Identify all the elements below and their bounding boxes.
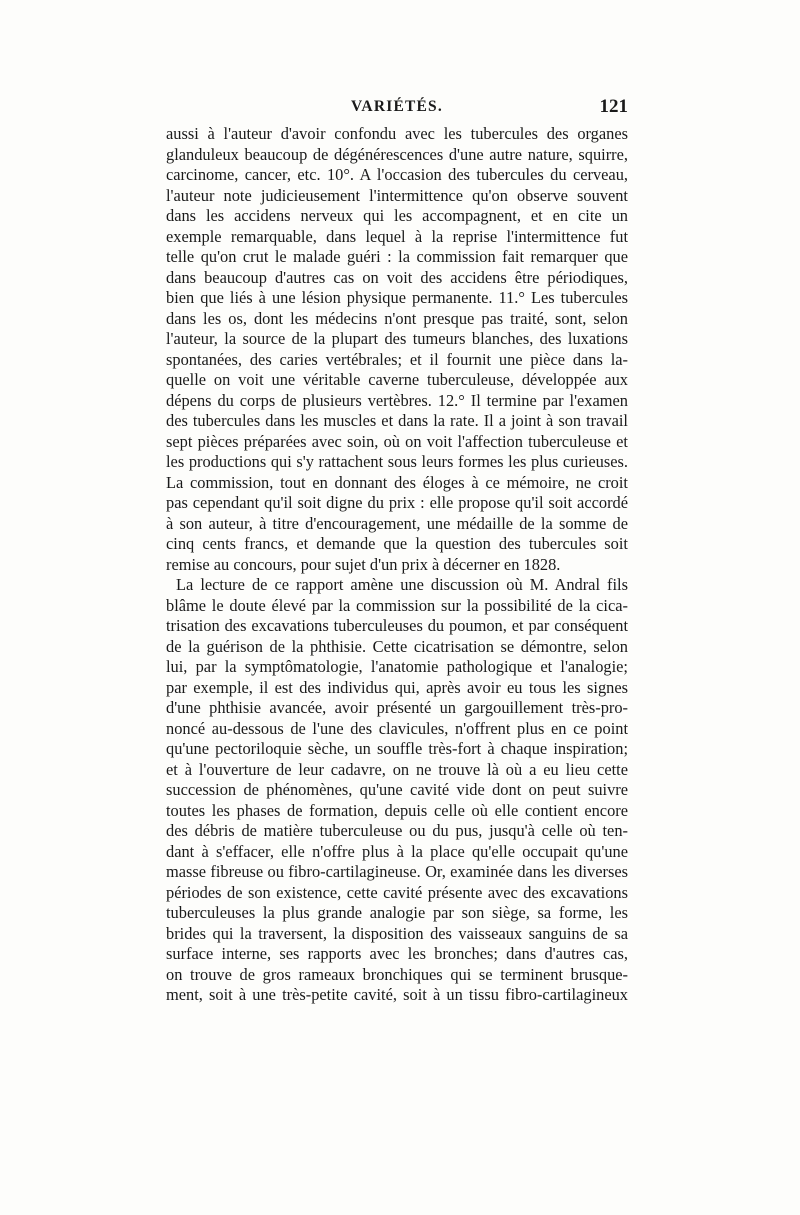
text-line: trisation des excavations tuberculeuses du poumon, et par conséquent bbox=[166, 616, 628, 635]
text-line: ment, soit à une très-petite cavité, soit à un tissu fibro-cartilagineux bbox=[166, 985, 628, 1004]
page-number: 121 bbox=[599, 96, 628, 117]
text-line: La commission, tout en donnant des éloges à ce mémoire, ne croit bbox=[166, 472, 628, 492]
text-line: exemple remarquable, dans lequel à la reprise l'intermittence fut bbox=[166, 226, 628, 246]
text-line: l'auteur note judicieusement l'intermittence qu'on observe souvent bbox=[166, 185, 628, 205]
text-line: qu'une pectoriloquie sèche, un souffle très-fort à chaque inspiration; bbox=[166, 739, 628, 758]
text-line: noncé au-dessous de l'une des clavicules, n'offrent plus en ce point bbox=[166, 718, 628, 738]
text-line: à son auteur, à titre d'encouragement, une médaille de la somme de bbox=[166, 513, 628, 533]
text-line: masse fibreuse ou fibro-cartilagineuse. Or, examinée dans les diverses bbox=[166, 862, 628, 881]
text-line: glanduleux beaucoup de dégénérescences d'une autre nature, squirre, bbox=[166, 144, 628, 164]
running-head: VARIÉTÉS. bbox=[351, 98, 443, 115]
text-line: tuberculeuses la plus grande analogie par son siège, sa forme, les bbox=[166, 903, 628, 922]
text-line: quelle on voit une véritable caverne tuberculeuse, développée aux bbox=[166, 370, 628, 389]
text-line: de la guérison de la phthisie. Cette cicatrisation se démontre, selon bbox=[166, 636, 628, 656]
text-line: dans les os, dont les médecins n'ont presque pas traité, sont, selon bbox=[166, 308, 628, 328]
paragraph bbox=[166, 575, 628, 1006]
page-header bbox=[166, 98, 628, 122]
text-line: blâme le doute élevé par la commission sur la possibilité de la cica- bbox=[166, 595, 628, 615]
text-line: carcinome, cancer, etc. 10°. A l'occasion des tubercules du cerveau, bbox=[166, 165, 628, 184]
text-line: dans beaucoup d'autres cas on voit des accidens être périodiques, bbox=[166, 267, 628, 287]
text-line: l'auteur, la source de la plupart des tumeurs blanches, des luxations bbox=[166, 329, 628, 348]
text-line: des débris de matière tuberculeuse ou du pus, jusqu'à celle où ten- bbox=[166, 821, 628, 840]
text-line: par exemple, il est des individus qui, après avoir eu tous les signes bbox=[166, 677, 628, 697]
text-line: dant à s'effacer, elle n'offre plus à la place qu'elle occupait qu'une bbox=[166, 841, 628, 861]
text-line: succession de phénomènes, qu'une cavité vide dont on peut suivre bbox=[166, 780, 628, 799]
text-line: les productions qui s'y rattachent sous leurs formes les plus curieuses. bbox=[166, 452, 628, 471]
text-line: pas cependant qu'il soit digne du prix : elle propose qu'il soit accordé bbox=[166, 493, 628, 512]
text-line: bien que liés à une lésion physique permanente. 11.° Les tubercules bbox=[166, 288, 628, 307]
text-line: dans les accidens nerveux qui les accompagnent, et en cite un bbox=[166, 206, 628, 225]
text-line: lui, par la symptômatologie, l'anatomie pathologique et l'analogie; bbox=[166, 657, 628, 676]
text-line: des tubercules dans les muscles et dans la rate. Il a joint à son travail bbox=[166, 411, 628, 430]
text-line: et à l'ouverture de leur cadavre, on ne trouve là où a eu lieu cette bbox=[166, 759, 628, 779]
text-line: d'une phthisie avancée, avoir présenté un gargouillement très-pro- bbox=[166, 698, 628, 717]
body-text bbox=[166, 124, 628, 1006]
text-line: toutes les phases de formation, depuis celle où elle contient encore bbox=[166, 800, 628, 820]
text-line: telle qu'on crut le malade guéri : la commission fait remarquer que bbox=[166, 247, 628, 266]
text-line: brides qui la traversent, la disposition des vaisseaux sanguins de sa bbox=[166, 923, 628, 943]
text-line: sept pièces préparées avec soin, où on voit l'affection tuberculeuse et bbox=[166, 431, 628, 451]
text-line: on trouve de gros rameaux bronchiques qui se terminent brusque- bbox=[166, 964, 628, 984]
paragraph bbox=[166, 124, 628, 575]
text-line: périodes de son existence, cette cavité présente avec des excavations bbox=[166, 882, 628, 902]
text-line: La lecture de ce rapport amène une discussion où M. Andral fils bbox=[176, 575, 628, 594]
text-line: dépens du corps de plusieurs vertèbres. 12.° Il termine par l'examen bbox=[166, 390, 628, 410]
text-line: surface interne, ses rapports avec les bronches; dans d'autres cas, bbox=[166, 944, 628, 963]
text-line: cinq cents francs, et demande que la question des tubercules soit bbox=[166, 534, 628, 553]
text-line: aussi à l'auteur d'avoir confondu avec les tubercules des organes bbox=[166, 124, 628, 143]
text-line: spontanées, des caries vertébrales; et il fournit une pièce dans la- bbox=[166, 349, 628, 369]
text-line: remise au concours, pour sujet d'un prix à décerner en 1828. bbox=[166, 554, 561, 574]
